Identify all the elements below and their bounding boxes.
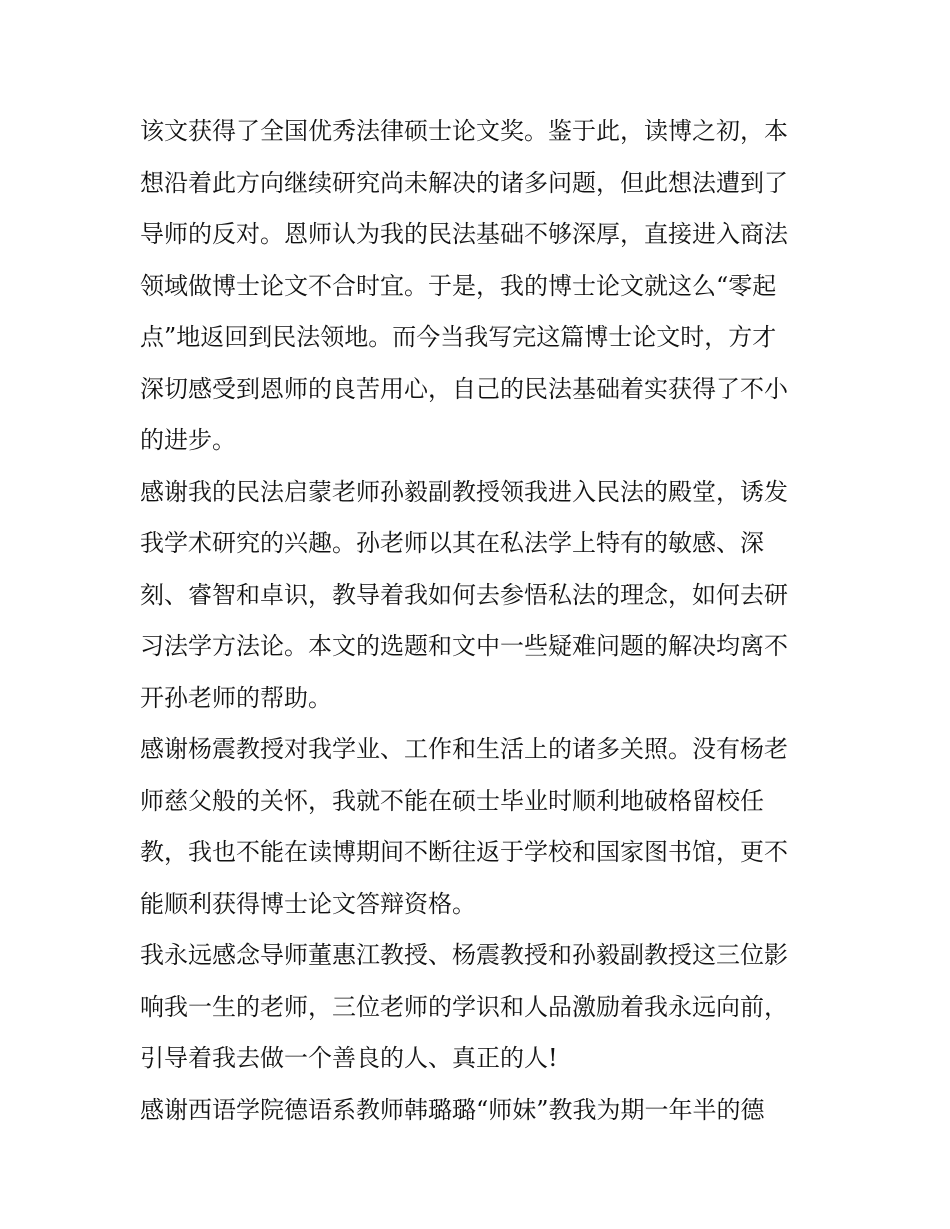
text-line: 领域做博士论文不合时宜。于是，我的博士论文就这么“零起 bbox=[140, 271, 777, 300]
text-line: 我永远感念导师董惠江教授、杨震教授和孙毅副教授这三位影 bbox=[140, 941, 788, 969]
text-line: 师慈父般的关怀，我就不能在硕士毕业时顺利地破格留校任 bbox=[140, 786, 764, 815]
text-line: 感谢我的民法启蒙老师孙毅副教授领我进入民法的殿堂，诱发 bbox=[140, 477, 788, 506]
text-line: 我学术研究的兴趣。孙老师以其在私法学上特有的敏感、深 bbox=[140, 529, 764, 557]
text-line: 想沿着此方向继续研究尚未解决的诸多问题，但此想法遭到了 bbox=[140, 168, 788, 197]
text-line: 导师的反对。恩师认为我的民法基础不够深厚，直接进入商法 bbox=[140, 220, 788, 248]
text-line: 该文获得了全国优秀法律硕士论文奖。鉴于此，读博之初，本 bbox=[140, 117, 788, 145]
text-line: 习法学方法论。本文的选题和文中一些疑难问题的解决均离不 bbox=[140, 632, 788, 660]
text-line: 教，我也不能在读博期间不断往返于学校和国家图书馆，更不 bbox=[140, 838, 788, 866]
text-line: 深切感受到恩师的良苦用心，自己的民法基础着实获得了不小 bbox=[140, 374, 788, 403]
acknowledgement-text bbox=[140, 106, 820, 1136]
text-line: 的进步。 bbox=[140, 426, 236, 454]
text-line: 开孙老师的帮助。 bbox=[140, 683, 332, 712]
text-line: 感谢杨震教授对我学业、工作和生活上的诸多关照。没有杨老 bbox=[140, 735, 788, 763]
text-line: 响我一生的老师，三位老师的学识和人品激励着我永远向前， bbox=[140, 992, 788, 1021]
text-line: 感谢西语学院德语系教师韩璐璐“师妹”教我为期一年半的德 bbox=[140, 1095, 765, 1124]
text-line: 引导着我去做一个善良的人、真正的人! bbox=[140, 1044, 558, 1072]
text-line: 点”地返回到民法领地。而今当我写完这篇博士论文时，方才 bbox=[140, 323, 777, 351]
text-line: 能顺利获得博士论文答辩资格。 bbox=[140, 889, 476, 918]
text-line: 刻、睿智和卓识，教导着我如何去参悟私法的理念，如何去研 bbox=[140, 580, 788, 609]
